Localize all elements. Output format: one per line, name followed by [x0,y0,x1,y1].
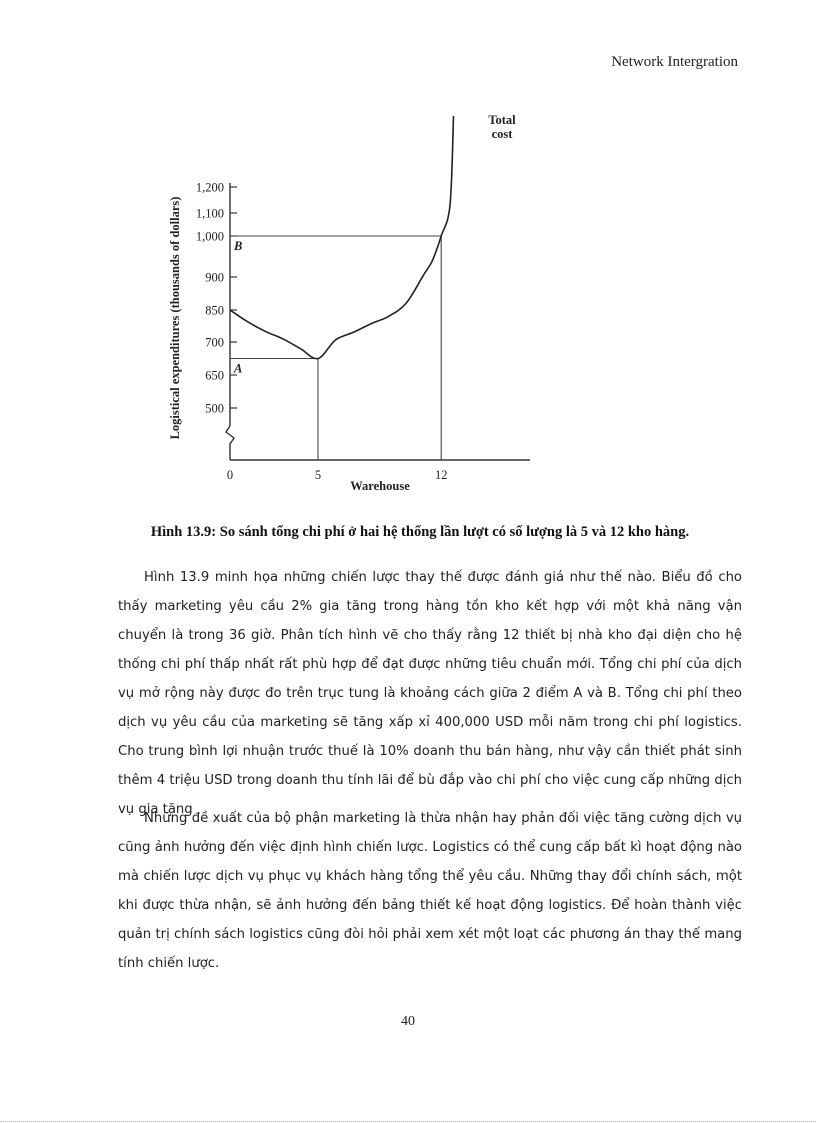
y-axis-break [226,426,234,460]
y-tick-label: 850 [205,303,224,318]
x-tick-label: 12 [434,468,448,482]
total-cost-chart [160,108,550,500]
y-tick-label: 1,200 [195,180,224,195]
y-tick-label: 900 [205,270,224,285]
page-bottom-rule [0,1121,816,1122]
total-cost-curve [230,116,454,359]
chart-guide-lines [230,236,441,460]
body-paragraph-2: Những đề xuất của bộ phận marketing là thừa nhận hay phản đối việc tăng cường dịch vụ cũng ảnh hưởng đến việc định hình chiến lược. Logistics có thể cung cấp bất kì hoạt động nào mà chiến lược dịch vụ phục vụ khách hàng tổng thể yêu cầu. Những thay đổi chính sách, một khi được thừa nhận, sẽ ảnh hưởng đến bảng thiết kế hoạt động logistics. Để hoàn thành việc quản trị chính sách logistics cũng đòi hỏi phải xem xét một loạt các phương án thay thế mang tính chiến lược. [118,811,742,971]
page-number: 40 [401,1014,415,1029]
y-tick-label: 500 [205,401,224,416]
x-axis-title: Warehouse [350,479,410,493]
chart-series [230,116,454,359]
point-label-a: A [234,361,243,376]
y-tick-label: 1,100 [195,206,224,221]
point-label-b: B [234,239,243,253]
x-tick-label: 0 [226,468,234,482]
chart-labels [168,113,516,493]
y-tick-label: 1,000 [195,229,224,244]
y-axis-title: Logistical expenditures (thousands of dollars) [168,196,182,440]
x-tick-label: 5 [314,468,322,482]
y-tick-label: 650 [205,368,224,383]
body-paragraph-1: Hình 13.9 minh họa những chiến lược thay thế được đánh giá như thế nào. Biểu đồ cho thấy marketing yêu cầu 2% gia tăng trong hàng tồn kho kết hợp với một khả năng vận chuyển là trong 36 giờ. Phân tích hình vẽ cho thấy rằng 12 thiết bị nhà kho đại diện cho hệ thống chi phí thấp nhất rất phù hợp để đạt được những tiêu chuẩn mới. Tổng chi phí của dịch vụ mở rộng này được đo trên trục tung là khoảng cách giữa 2 điểm A và B. Tổng chi phí theo dịch vụ yêu cầu của marketing sẽ tăng xấp xỉ 400,000 USD mỗi năm trong chi phí logistics. Cho trung bình lợi nhuận trước thuế là 10% doanh thu bán hàng, như vậy cần thiết phát sinh thêm 4 triệu USD trong doanh thu tính lãi để bù đắp vào chi phí cho việc cung cấp những dịch vụ gia tăng [118,570,742,817]
figure-caption: Hình 13.9: So sánh tổng chi phí ở hai hệ thống lần lượt có số lượng là 5 và 12 kho hàng. [150,524,690,540]
curve-annotation-label: Total [488,113,516,127]
y-tick-label: 700 [205,335,224,350]
curve-annotation-label: cost [491,127,513,141]
running-header: Network Intergration [611,54,738,70]
